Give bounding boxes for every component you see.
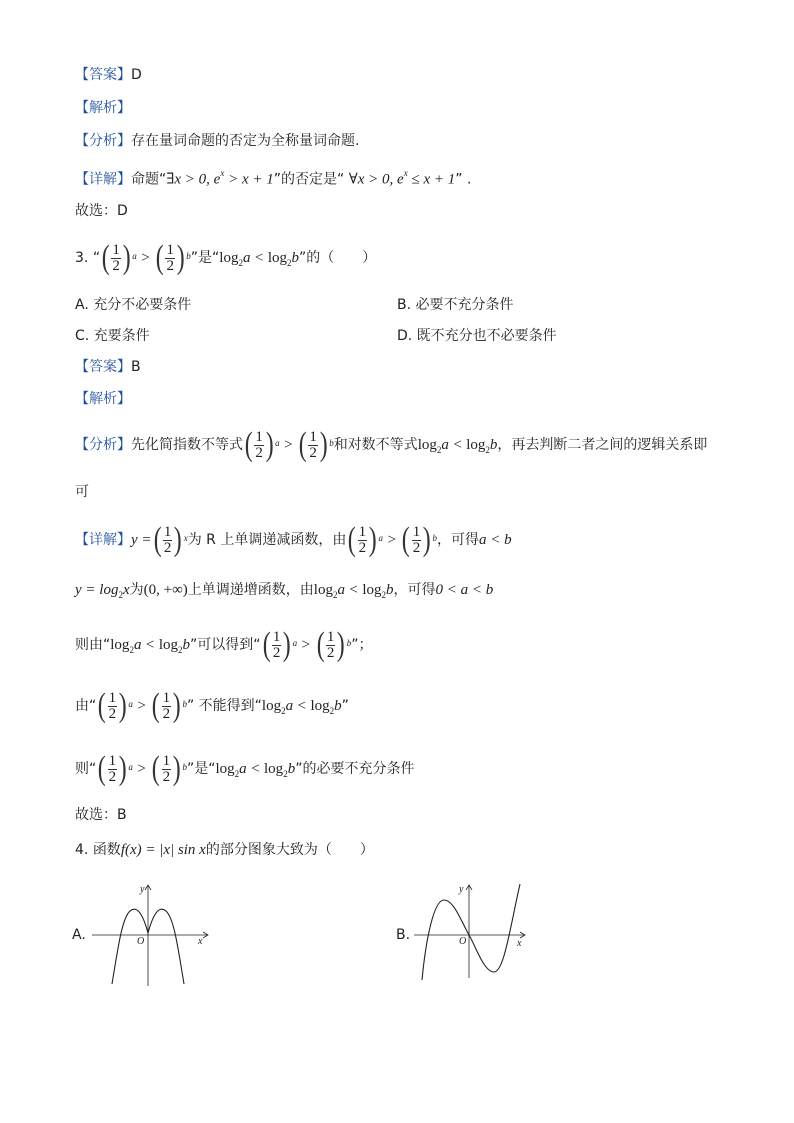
q3-fenxi-4: 可 xyxy=(75,484,89,500)
fx-var-b: b xyxy=(489,437,498,453)
q2-fenxi-line xyxy=(75,131,359,151)
detail-neg: ∀x > 0, e xyxy=(348,171,404,188)
d2-base-a: 2 xyxy=(332,590,338,600)
d5-b: ”是“ xyxy=(186,761,216,777)
d1-res: a < b xyxy=(479,532,512,548)
detail-neg2: ≤ x + 1 xyxy=(407,171,456,188)
d3-log-a: log xyxy=(110,637,130,653)
d3-var-b: b xyxy=(182,637,190,653)
q4-option-a-label[interactable]: A. xyxy=(72,927,86,943)
d2-base: 2 xyxy=(118,590,123,600)
d1-a: 为 R 上单调递减函数，由 xyxy=(187,532,347,548)
detail-cond: ∃x > 0, e xyxy=(166,171,221,188)
q3-detail-2 xyxy=(75,580,493,601)
log-base: 2 xyxy=(238,258,243,268)
d3-gt: > xyxy=(301,637,311,653)
d1-half-x: ( 1 2 ) x xyxy=(153,521,188,558)
d2-b: 上单调递增函数，由 xyxy=(187,582,314,598)
d4-half-b: ( 1 2 ) b xyxy=(151,687,187,724)
d5-a: 则“ xyxy=(75,761,97,777)
d2-interval: (0, +∞) xyxy=(143,582,188,598)
q3-stem xyxy=(75,238,376,279)
gt-sign-2: > xyxy=(284,437,293,453)
q4-stem-a: 函数 xyxy=(92,842,121,858)
var-a: a xyxy=(242,250,251,266)
option-c[interactable]: C. 充要条件 xyxy=(75,328,150,344)
d2-a: 为 xyxy=(129,582,144,598)
q3-detail-4 xyxy=(75,686,349,727)
graph-b-curve xyxy=(422,884,520,980)
graph-a-origin: O xyxy=(137,936,145,947)
fenxi-tag: 【分析】 xyxy=(75,133,131,149)
analysis-tag: 【解析】 xyxy=(75,100,131,116)
fx-log-b: log xyxy=(466,437,486,453)
d5-gt: > xyxy=(137,761,146,777)
d1-half-b: ( 1 2 ) b xyxy=(402,521,438,558)
d3-b: ”可以得到“ xyxy=(189,637,261,653)
q3-detail-3 xyxy=(75,625,372,666)
d4-b: ” 不能得到“ xyxy=(186,698,262,714)
log-base-2: 2 xyxy=(287,258,292,268)
d4-half-a: ( 1 2 ) a xyxy=(97,687,133,724)
detail-cond2: > x + 1 xyxy=(224,171,274,188)
fx-lt: < xyxy=(453,437,462,453)
d4-log-a: log xyxy=(261,698,282,714)
answer-value: D xyxy=(131,67,142,83)
d5-log-a: log xyxy=(215,761,235,777)
q3-answer-value: B xyxy=(131,359,141,375)
d4-log-b: log xyxy=(310,698,330,714)
fx-base-b: 2 xyxy=(485,445,490,455)
d5-base-a: 2 xyxy=(234,769,240,779)
half-pow-a: ( 1 2 ) a xyxy=(101,239,137,276)
q3-detail-5 xyxy=(75,749,414,790)
d5-base-b: 2 xyxy=(283,769,288,779)
option-a[interactable]: A. 充分不必要条件 xyxy=(75,297,192,313)
d5-var-b: b xyxy=(287,761,296,777)
d5-log-b: log xyxy=(264,761,284,777)
q2-answer-line xyxy=(75,65,142,85)
d5-c: ”的必要不充分条件 xyxy=(295,761,415,777)
d2-var-b: b xyxy=(386,582,394,598)
log-b: log xyxy=(267,250,287,266)
q4-stem-b: 的部分图象大致为（ ） xyxy=(205,842,374,858)
d2-res: 0 < a < b xyxy=(435,582,494,598)
q4-stem xyxy=(75,840,374,860)
detail-mid: ”的否定是“ xyxy=(273,171,349,188)
q2-choose: 故选：D xyxy=(75,203,128,219)
d3-base-a: 2 xyxy=(129,645,134,655)
d5-half-a: ( 1 2 ) a xyxy=(97,750,133,787)
q4-number: 4. xyxy=(75,842,89,858)
lt-sign: < xyxy=(254,250,264,266)
detail-neg-exp: x xyxy=(403,168,408,178)
d4-a: 由“ xyxy=(75,698,97,714)
graph-b-x-label: x xyxy=(517,938,522,949)
d5-lt: < xyxy=(251,761,260,777)
option-d[interactable]: D. 既不充分也不必要条件 xyxy=(397,328,557,344)
answer-tag: 【答案】 xyxy=(75,67,131,83)
q3-is: ”是“ xyxy=(190,250,220,266)
fx-log-a: log xyxy=(417,437,437,453)
q3-detail-tag: 【详解】 xyxy=(75,532,131,548)
graph-a-x-label: x xyxy=(198,936,203,947)
d3-lt: < xyxy=(145,637,155,653)
d1-gt: > xyxy=(387,532,396,548)
q2-detail-line xyxy=(75,165,471,190)
d2-x: x xyxy=(122,582,130,598)
d5-half-b: ( 1 2 ) b xyxy=(151,750,187,787)
q4-f-expr: f(x) = |x| sin x xyxy=(120,842,206,858)
d3-base-b: 2 xyxy=(177,645,183,655)
q3-fenxi-1: 先化简指数不等式 xyxy=(131,437,243,453)
d2-lt: < xyxy=(349,582,358,598)
d3-a: 则由“ xyxy=(75,637,111,653)
d3-half-a: ( 1 2 ) a xyxy=(262,626,298,663)
d5-var-a: a xyxy=(239,761,247,777)
d2-log-b: log xyxy=(362,582,382,598)
q3-fenxi-tag: 【分析】 xyxy=(75,437,131,453)
q3-number: 3. xyxy=(75,250,89,266)
d2-base-b: 2 xyxy=(381,590,386,600)
q4-graph-a[interactable] xyxy=(92,878,222,990)
d3-half-b: ( 1 2 ) b xyxy=(316,626,352,663)
d2-c: ，可得 xyxy=(393,582,436,598)
q3-answer-line xyxy=(75,357,141,377)
d2-var-a: a xyxy=(337,582,345,598)
detail-pre: 命题“ xyxy=(131,171,167,188)
detail-post: ” . xyxy=(455,171,472,188)
q3-analysis-tag: 【解析】 xyxy=(75,391,131,407)
fenxi-text: 存在量词命题的否定为全称量词命题. xyxy=(131,133,360,149)
gt-sign: > xyxy=(141,250,150,266)
d4-gt: > xyxy=(137,698,146,714)
fenxi-half-b: ( 1 2 ) b xyxy=(298,426,334,463)
d1-b: ，可得 xyxy=(437,532,480,548)
graph-b-y-label: y xyxy=(459,884,464,895)
q4-option-b-label[interactable]: B. xyxy=(396,927,411,943)
q3-detail-1 xyxy=(75,520,512,560)
graph-a-y-label: y xyxy=(140,884,145,895)
fenxi-half-a: ( 1 2 ) a xyxy=(244,426,280,463)
d1-y: y = xyxy=(131,532,152,548)
d4-base-b: 2 xyxy=(329,706,335,716)
d4-c: ” xyxy=(341,698,349,714)
d3-log-b: log xyxy=(158,637,178,653)
d4-base-a: 2 xyxy=(281,706,286,716)
detail-tag: 【详解】 xyxy=(75,171,131,188)
d4-var-a: a xyxy=(285,698,294,714)
log-a: log xyxy=(219,250,239,266)
d4-lt: < xyxy=(297,698,307,714)
q3-quote-open: “ xyxy=(92,250,101,266)
q3-fenxi-3: ，再去判断二者之间的逻辑关系即 xyxy=(497,437,708,453)
d3-c: ”； xyxy=(351,637,373,653)
d4-var-b: b xyxy=(334,698,342,714)
d3-var-a: a xyxy=(133,637,142,653)
option-b[interactable]: B. 必要不充分条件 xyxy=(397,297,514,313)
q3-fenxi-line xyxy=(75,425,707,466)
fx-base-a: 2 xyxy=(436,445,442,455)
graph-b-origin: O xyxy=(459,936,467,947)
d1-half-a: ( 1 2 ) a xyxy=(348,521,383,558)
d2-y: y = log xyxy=(75,582,119,598)
q4-graph-b[interactable] xyxy=(414,878,544,990)
fx-var-a: a xyxy=(441,437,449,453)
q3-choose: 故选：B xyxy=(75,807,127,823)
detail-exp: x xyxy=(220,168,225,178)
half-pow-b: ( 1 2 ) b xyxy=(155,239,191,276)
q3-post: ”的（ ） xyxy=(299,250,377,266)
q3-fenxi-2: 和对数不等式 xyxy=(333,437,418,453)
q3-answer-tag: 【答案】 xyxy=(75,359,131,375)
d2-log-a: log xyxy=(313,582,333,598)
var-b: b xyxy=(291,250,299,266)
